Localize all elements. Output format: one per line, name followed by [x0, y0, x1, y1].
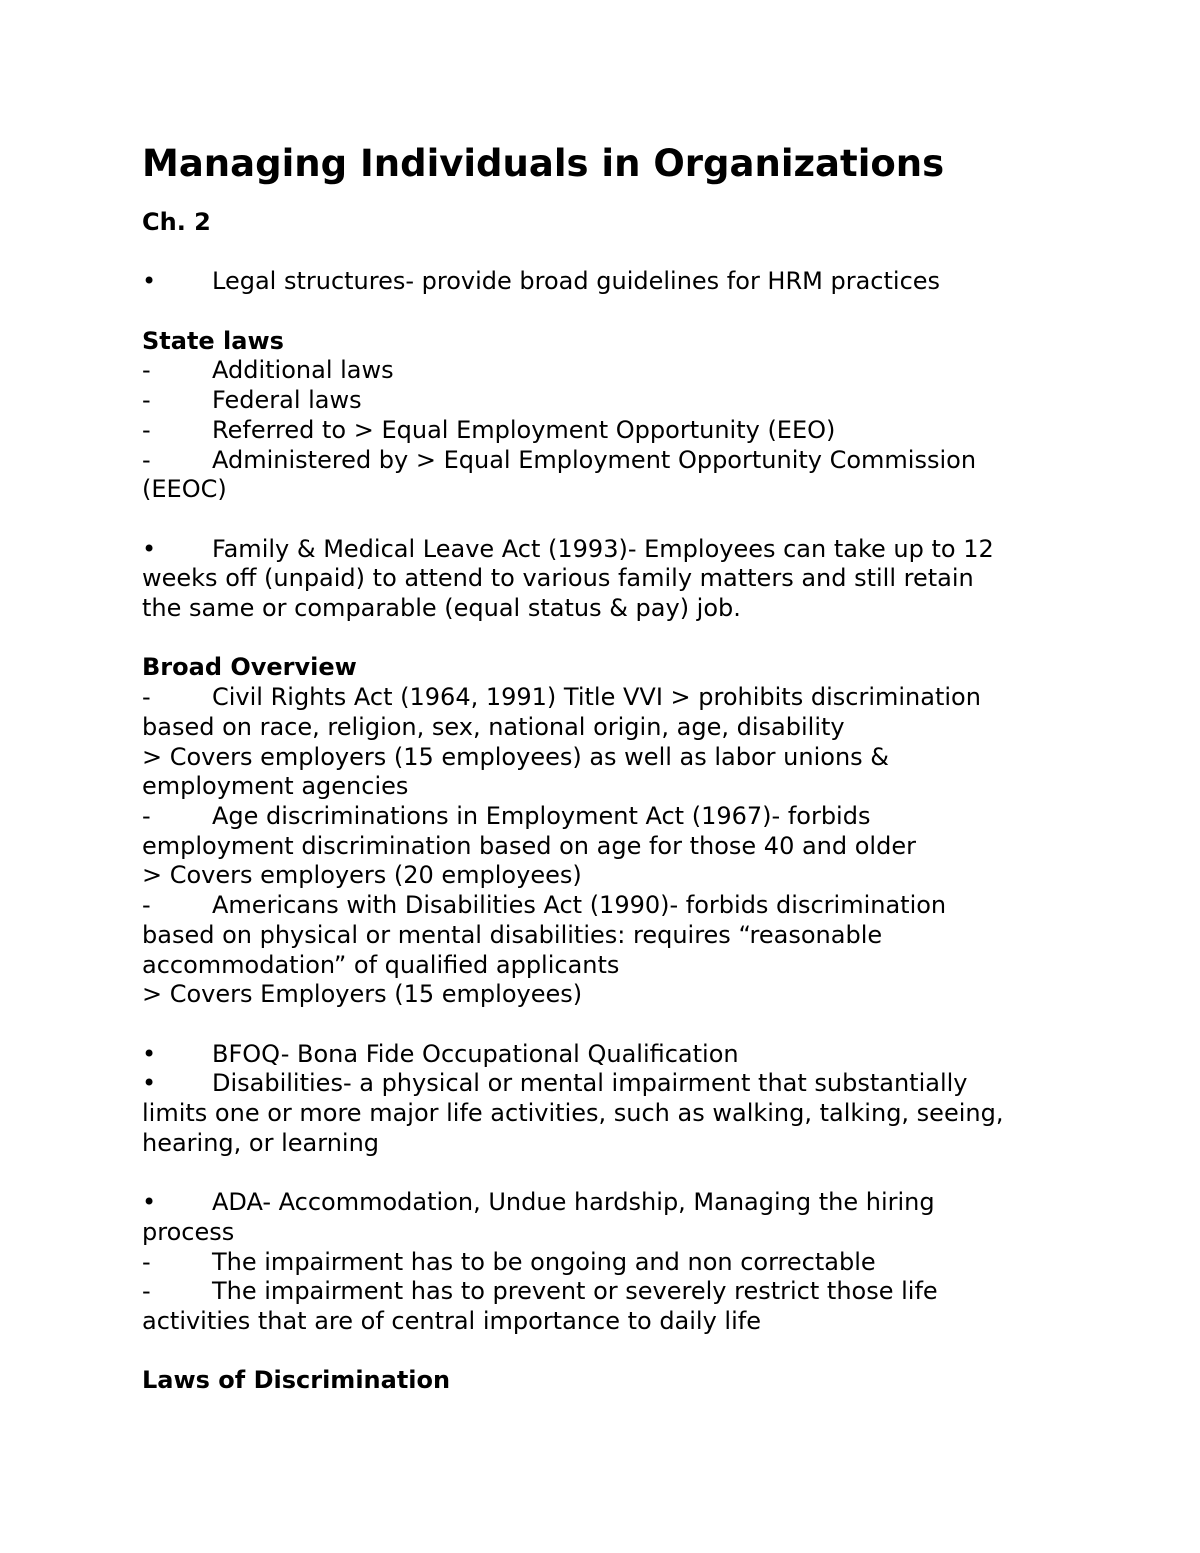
- spacer: [142, 505, 1102, 535]
- list-item-continuation: process: [142, 1217, 235, 1246]
- list-item: [142, 683, 1102, 713]
- list-item-continuation: weeks off (unpaid) to attend to various family matters and still retain: [142, 564, 974, 593]
- list-item-text: Administered by > Equal Employment Opportunity Commission: [212, 445, 977, 474]
- list-item-continuation: hearing, or learning: [142, 1128, 380, 1157]
- dash-marker: -: [142, 683, 151, 712]
- list-item: [142, 1069, 1102, 1099]
- list-item-text: Age discriminations in Employment Act (1967)- forbids: [212, 802, 871, 830]
- list-item: [142, 1277, 1102, 1307]
- bullet-marker: •: [142, 1069, 157, 1098]
- document-page: [142, 140, 1102, 1396]
- list-item-continuation: based on race, religion, sex, national origin, age, disability: [142, 712, 845, 741]
- list-item-text: Disabilities- a physical or mental impairment that substantially: [212, 1069, 968, 1098]
- list-item-text: Americans with Disabilities Act (1990)- forbids discrimination: [212, 891, 947, 920]
- list-item: [142, 446, 1102, 476]
- list-item: [142, 356, 1102, 386]
- list-item-text: Additional laws: [212, 356, 394, 385]
- list-item: [142, 1188, 1102, 1218]
- list-item: [142, 802, 1102, 832]
- document-title: Managing Individuals in Organizations: [142, 142, 945, 185]
- spacer: [142, 238, 1102, 268]
- bullet-marker: •: [142, 267, 157, 296]
- list-item-text: Family & Medical Leave Act (1993)- Employees can take up to 12: [212, 534, 994, 563]
- section-heading-state-laws: State laws: [142, 326, 284, 355]
- list-item-text: Legal structures- provide broad guidelines for HRM practices: [212, 267, 941, 296]
- spacer: [142, 297, 1102, 327]
- list-item: [142, 891, 1102, 921]
- bullet-marker: •: [142, 1039, 157, 1068]
- dash-marker: -: [142, 445, 151, 474]
- list-item-continuation: > Covers Employers (15 employees): [142, 980, 583, 1009]
- list-item: [142, 1248, 1102, 1278]
- dash-marker: -: [142, 415, 151, 444]
- list-item: [142, 1040, 1102, 1070]
- list-item: [142, 267, 1102, 297]
- list-item-text: ADA- Accommodation, Undue hardship, Managing the hiring: [212, 1188, 935, 1217]
- spacer: [142, 624, 1102, 654]
- spacer: [142, 1010, 1102, 1040]
- spacer: [142, 1158, 1102, 1188]
- dash-marker: -: [142, 1247, 151, 1276]
- dash-marker: -: [142, 802, 151, 830]
- chapter-heading: Ch. 2: [142, 208, 211, 236]
- list-item: [142, 416, 1102, 446]
- dash-marker: -: [142, 1277, 151, 1306]
- bullet-marker: •: [142, 534, 157, 563]
- list-item-text: BFOQ- Bona Fide Occupational Qualification: [212, 1039, 739, 1068]
- list-item-continuation: based on physical or mental disabilities: requires “reasonable: [142, 920, 883, 949]
- list-item-continuation: limits one or more major life activities, such as walking, talking, seeing,: [142, 1099, 1004, 1128]
- list-item: [142, 535, 1102, 565]
- spacer: [142, 1337, 1102, 1367]
- list-item-text: Federal laws: [212, 386, 362, 415]
- dash-marker: -: [142, 386, 151, 415]
- list-item-text: The impairment has to be ongoing and non correctable: [212, 1247, 876, 1276]
- dash-marker: -: [142, 356, 151, 385]
- list-item-text: Civil Rights Act (1964, 1991) Title VVI > prohibits discrimination: [212, 683, 981, 712]
- list-item-continuation: > Covers employers (15 employees) as well as labor unions &: [142, 742, 889, 771]
- list-item-text: The impairment has to prevent or severely restrict those life: [212, 1277, 938, 1306]
- list-item-text: Referred to > Equal Employment Opportunity (EEO): [212, 415, 836, 444]
- list-item: [142, 386, 1102, 416]
- list-item-continuation: employment discrimination based on age for those 40 and older: [142, 831, 916, 860]
- list-item-continuation: > Covers employers (20 employees): [142, 861, 582, 890]
- section-heading-broad-overview: Broad Overview: [142, 653, 357, 682]
- list-item-continuation: activities that are of central importance to daily life: [142, 1306, 761, 1335]
- bullet-marker: •: [142, 1188, 157, 1217]
- section-heading-laws-of-discrimination: Laws of Discrimination: [142, 1366, 451, 1395]
- list-item-continuation: the same or comparable (equal status & pay) job.: [142, 594, 741, 623]
- list-item-continuation: (EEOC): [142, 475, 227, 504]
- dash-marker: -: [142, 891, 151, 920]
- list-item-continuation: employment agencies: [142, 772, 409, 801]
- list-item-continuation: accommodation” of qualified applicants: [142, 950, 620, 979]
